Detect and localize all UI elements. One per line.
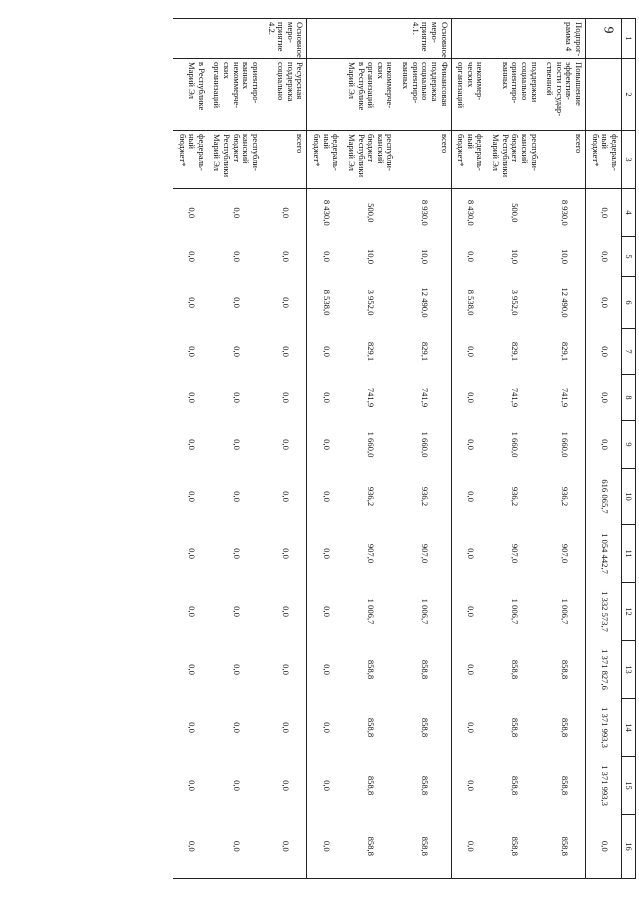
program-description-cell bbox=[307, 59, 342, 131]
value-cell: 829,1 bbox=[366, 341, 377, 362]
value-cell: 0,0 bbox=[465, 780, 476, 791]
value-cell: 858,8 bbox=[397, 815, 452, 879]
column-number-5: 5 bbox=[622, 237, 636, 277]
value-cell: 0,0 bbox=[321, 439, 332, 450]
value-cell: 0,0 bbox=[307, 815, 342, 879]
program-description-cell: Повышение эффектив- ности государ- ственной bbox=[541, 59, 586, 131]
value-cell: 0,0 bbox=[465, 548, 476, 559]
value-cell: 0,0 bbox=[231, 207, 242, 219]
value-cell: 858,8 bbox=[397, 641, 452, 699]
value-cell: 0,0 bbox=[187, 664, 198, 675]
value-cell: 0,0 bbox=[187, 297, 198, 308]
value-cell: 0,0 bbox=[262, 237, 307, 277]
program-name-cell bbox=[173, 19, 208, 59]
value-cell: 0,0 bbox=[187, 392, 198, 403]
column-number-4: 4 bbox=[622, 189, 636, 237]
value-cell: 1 660,0 bbox=[366, 431, 377, 458]
value-cell: 0,0 bbox=[262, 329, 307, 375]
value-cell: 1 332 573,7 bbox=[600, 591, 611, 632]
value-cell: 936,2 bbox=[366, 486, 377, 507]
value-cell: 0,0 bbox=[208, 815, 262, 879]
table-row bbox=[173, 19, 208, 879]
value-cell: 936,2 bbox=[510, 486, 521, 507]
value-cell: 858,8 bbox=[366, 717, 377, 738]
value-cell: 1 660,0 bbox=[510, 431, 521, 458]
program-description-cell: Финансовая поддержка социально ориентиро- ванных bbox=[397, 59, 452, 131]
value-cell: 0,0 bbox=[321, 548, 332, 559]
value-cell: 907,0 bbox=[397, 525, 452, 583]
program-description-cell bbox=[586, 59, 622, 131]
value-cell: 8 430,0 bbox=[321, 199, 332, 226]
value-cell: 1 660,0 bbox=[541, 421, 586, 469]
value-cell: 0,0 bbox=[465, 392, 476, 403]
value-cell: 0,0 bbox=[600, 251, 611, 262]
value-cell: 0,0 bbox=[231, 780, 242, 791]
value-cell: 858,8 bbox=[541, 757, 586, 815]
program-description-cell: некоммер- ческих организаций bbox=[451, 59, 486, 131]
value-cell: 0,0 bbox=[231, 346, 242, 357]
column-number-10: 10 bbox=[622, 469, 636, 525]
value-cell: 0,0 bbox=[465, 346, 476, 357]
value-cell: 0,0 bbox=[187, 722, 198, 733]
value-cell: 858,8 bbox=[342, 815, 396, 879]
program-name-cell: Подпрог- рамма 4 bbox=[541, 19, 586, 59]
value-cell: 1 371 827,6 bbox=[600, 649, 611, 690]
value-cell: 858,8 bbox=[510, 717, 521, 738]
value-cell: 500,0 bbox=[510, 203, 521, 223]
value-cell: 0,0 bbox=[262, 277, 307, 329]
funding-source-cell: федераль- ный бюджет* bbox=[451, 131, 486, 189]
value-cell: 0,0 bbox=[187, 251, 198, 262]
value-cell: 12 490,0 bbox=[541, 277, 586, 329]
table-row bbox=[487, 19, 541, 879]
value-cell: 0,0 bbox=[262, 469, 307, 525]
value-cell: 8 930,0 bbox=[397, 189, 452, 237]
value-cell: 0,0 bbox=[586, 815, 622, 879]
funding-source-cell: федераль- ный бюджет* bbox=[173, 131, 208, 189]
value-cell: 0,0 bbox=[262, 189, 307, 237]
table-row bbox=[262, 19, 307, 879]
value-cell: 0,0 bbox=[231, 392, 242, 403]
value-cell: 1 006,7 bbox=[510, 598, 521, 625]
value-cell: 1 006,7 bbox=[541, 583, 586, 641]
funding-source-cell: всего bbox=[397, 131, 452, 189]
value-cell: 858,8 bbox=[510, 659, 521, 680]
value-cell: 0,0 bbox=[465, 491, 476, 502]
value-cell: 0,0 bbox=[321, 251, 332, 262]
value-cell: 1 006,7 bbox=[397, 583, 452, 641]
value-cell: 0,0 bbox=[465, 722, 476, 733]
budget-table bbox=[173, 18, 636, 879]
program-name-cell bbox=[487, 19, 541, 59]
program-name-cell: Основное меро- приятие 4.2. bbox=[262, 19, 307, 59]
value-cell: 0,0 bbox=[173, 815, 208, 879]
funding-source-cell: республи- канский бюджет Республики Марий Эл bbox=[487, 131, 541, 189]
value-cell: 858,8 bbox=[366, 659, 377, 680]
value-cell: 858,8 bbox=[366, 775, 377, 796]
value-cell: 858,8 bbox=[397, 757, 452, 815]
value-cell: 0,0 bbox=[321, 346, 332, 357]
program-name-cell: Основное меро- приятие 4.1. bbox=[397, 19, 452, 59]
value-cell: 0,0 bbox=[187, 780, 198, 791]
program-name-cell bbox=[208, 19, 262, 59]
value-cell: 741,9 bbox=[541, 375, 586, 421]
value-cell: 0,0 bbox=[600, 297, 611, 308]
value-cell: 0,0 bbox=[231, 251, 242, 262]
column-number-8: 8 bbox=[622, 375, 636, 421]
program-description-cell: Ресурсная поддержка социально bbox=[262, 59, 307, 131]
column-number-13: 13 bbox=[622, 641, 636, 699]
funding-source-cell: республи- канский бюджет Республики Марий Эл bbox=[208, 131, 262, 189]
value-cell: 8 538,0 bbox=[465, 289, 476, 316]
value-cell: 0,0 bbox=[262, 699, 307, 757]
value-cell: 858,8 bbox=[397, 699, 452, 757]
value-cell: 3 952,0 bbox=[510, 289, 521, 316]
value-cell: 0,0 bbox=[451, 815, 486, 879]
value-cell: 0,0 bbox=[187, 207, 198, 219]
value-cell: 858,8 bbox=[487, 815, 541, 879]
value-cell: 0,0 bbox=[600, 207, 611, 219]
value-cell: 0,0 bbox=[262, 421, 307, 469]
value-cell: 8 538,0 bbox=[321, 289, 332, 316]
program-description-cell: в Республике Марий Эл bbox=[173, 59, 208, 131]
funding-source-cell: всего bbox=[262, 131, 307, 189]
value-cell: 858,8 bbox=[541, 641, 586, 699]
value-cell: 10,0 bbox=[366, 248, 377, 265]
value-cell: 741,9 bbox=[366, 387, 377, 408]
value-cell: 0,0 bbox=[231, 606, 242, 617]
value-cell: 0,0 bbox=[262, 525, 307, 583]
value-cell: 936,2 bbox=[397, 469, 452, 525]
column-number-14: 14 bbox=[622, 699, 636, 757]
column-number-15: 15 bbox=[622, 757, 636, 815]
value-cell: 0,0 bbox=[187, 606, 198, 617]
value-cell: 0,0 bbox=[231, 491, 242, 502]
value-cell: 0,0 bbox=[231, 722, 242, 733]
value-cell: 0,0 bbox=[465, 664, 476, 675]
value-cell: 10,0 bbox=[541, 237, 586, 277]
value-cell: 0,0 bbox=[231, 439, 242, 450]
program-description-cell: некоммерче- ских организаций в Республике Марий Эл bbox=[342, 59, 396, 131]
value-cell: 0,0 bbox=[231, 297, 242, 308]
column-number-3: 3 bbox=[622, 131, 636, 189]
column-number-6: 6 bbox=[622, 277, 636, 329]
value-cell: 1 006,7 bbox=[366, 598, 377, 625]
value-cell: 0,0 bbox=[465, 251, 476, 262]
value-cell: 829,1 bbox=[397, 329, 452, 375]
column-number-row bbox=[622, 19, 636, 879]
value-cell: 0,0 bbox=[465, 606, 476, 617]
column-number-1: 1 bbox=[622, 19, 636, 59]
table-body bbox=[173, 19, 622, 879]
column-number-16: 16 bbox=[622, 815, 636, 879]
funding-source-cell: федераль- ный бюджет* bbox=[307, 131, 342, 189]
column-number-9: 9 bbox=[622, 421, 636, 469]
value-cell: 12 490,0 bbox=[397, 277, 452, 329]
value-cell: 0,0 bbox=[321, 664, 332, 675]
value-cell: 0,0 bbox=[600, 346, 611, 357]
value-cell: 616 065,7 bbox=[600, 479, 611, 514]
program-name-cell bbox=[586, 19, 622, 59]
value-cell: 0,0 bbox=[321, 491, 332, 502]
table-row bbox=[397, 19, 452, 879]
value-cell: 0,0 bbox=[231, 664, 242, 675]
value-cell: 10,0 bbox=[510, 248, 521, 265]
value-cell: 741,9 bbox=[510, 387, 521, 408]
value-cell: 0,0 bbox=[600, 439, 611, 450]
value-cell: 0,0 bbox=[262, 641, 307, 699]
value-cell: 829,1 bbox=[541, 329, 586, 375]
value-cell: 0,0 bbox=[187, 346, 198, 357]
program-name-cell bbox=[307, 19, 342, 59]
column-number-7: 7 bbox=[622, 329, 636, 375]
funding-source-cell: всего bbox=[541, 131, 586, 189]
value-cell: 0,0 bbox=[231, 548, 242, 559]
value-cell: 1 371 993,3 bbox=[600, 765, 611, 806]
value-cell: 858,8 bbox=[541, 815, 586, 879]
column-number-2: 2 bbox=[622, 59, 636, 131]
value-cell: 10,0 bbox=[397, 237, 452, 277]
program-name-cell bbox=[451, 19, 486, 59]
value-cell: 1 054 442,7 bbox=[600, 533, 611, 574]
value-cell: 8 930,0 bbox=[541, 189, 586, 237]
value-cell: 0,0 bbox=[262, 375, 307, 421]
value-cell: 1 660,0 bbox=[397, 421, 452, 469]
value-cell: 0,0 bbox=[187, 491, 198, 502]
value-cell: 0,0 bbox=[187, 439, 198, 450]
table-row bbox=[541, 19, 586, 879]
value-cell: 0,0 bbox=[262, 583, 307, 641]
value-cell: 907,0 bbox=[366, 543, 377, 564]
value-cell: 858,8 bbox=[510, 775, 521, 796]
value-cell: 0,0 bbox=[600, 392, 611, 403]
value-cell: 0,0 bbox=[465, 439, 476, 450]
table-row bbox=[307, 19, 342, 879]
program-description-cell: ориентиро- ванных некоммерче- ских организаций bbox=[208, 59, 262, 131]
table-row bbox=[586, 19, 622, 879]
value-cell: 0,0 bbox=[262, 757, 307, 815]
funding-source-cell: республи- канский бюджет Республики Марий Эл bbox=[342, 131, 396, 189]
page-number: 9 bbox=[600, 26, 616, 34]
program-description-cell: поддержки социально ориентиро- ванных bbox=[487, 59, 541, 131]
funding-source-cell: федераль- ный бюджет* bbox=[586, 131, 622, 189]
value-cell: 907,0 bbox=[541, 525, 586, 583]
value-cell: 1 371 993,3 bbox=[600, 707, 611, 748]
table-row bbox=[451, 19, 486, 879]
value-cell: 500,0 bbox=[366, 203, 377, 223]
table-row bbox=[342, 19, 396, 879]
value-cell: 936,2 bbox=[541, 469, 586, 525]
value-cell: 907,0 bbox=[510, 543, 521, 564]
table-row bbox=[208, 19, 262, 879]
value-cell: 858,8 bbox=[541, 699, 586, 757]
value-cell: 829,1 bbox=[510, 341, 521, 362]
value-cell: 0,0 bbox=[321, 780, 332, 791]
value-cell: 0,0 bbox=[321, 392, 332, 403]
value-cell: 0,0 bbox=[321, 606, 332, 617]
program-name-cell bbox=[342, 19, 396, 59]
value-cell: 741,9 bbox=[397, 375, 452, 421]
column-number-11: 11 bbox=[622, 525, 636, 583]
value-cell: 0,0 bbox=[321, 722, 332, 733]
value-cell: 3 952,0 bbox=[366, 289, 377, 316]
value-cell: 0,0 bbox=[187, 548, 198, 559]
value-cell: 0,0 bbox=[262, 815, 307, 879]
column-number-12: 12 bbox=[622, 583, 636, 641]
budget-table-sheet bbox=[116, 18, 636, 878]
value-cell: 8 430,0 bbox=[465, 199, 476, 226]
